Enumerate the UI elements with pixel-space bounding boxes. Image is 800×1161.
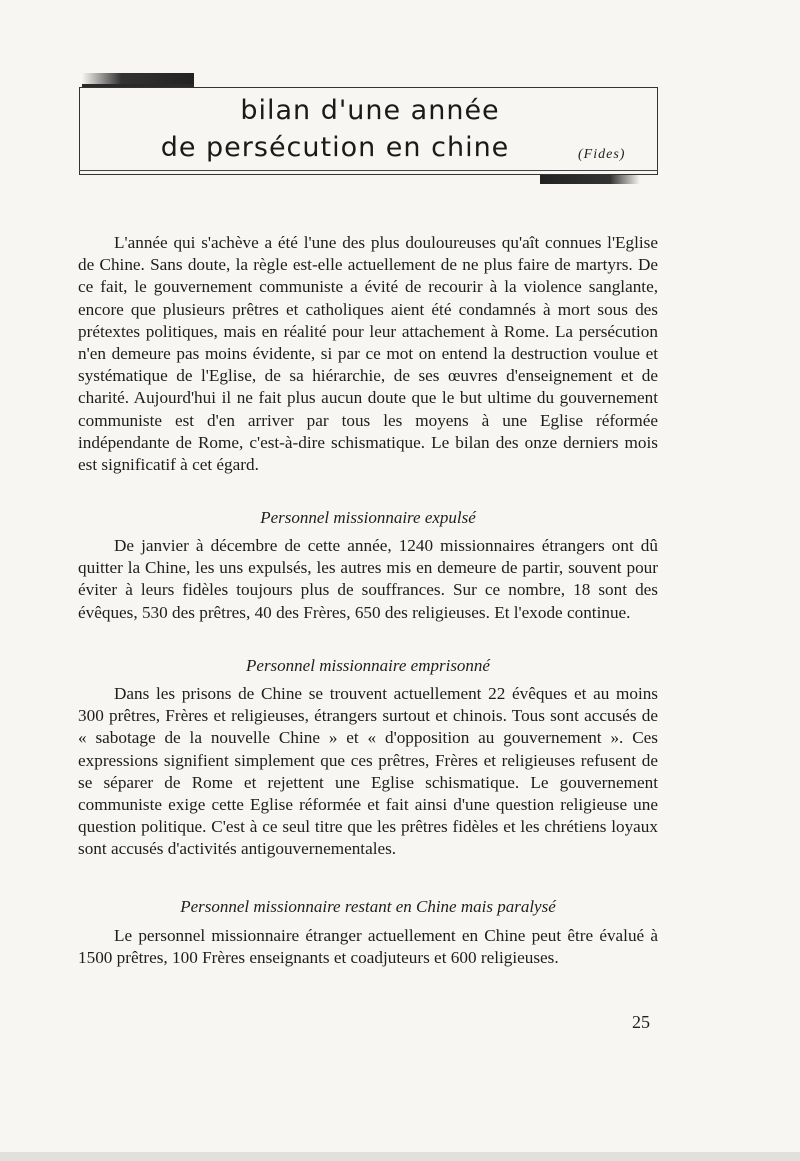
title-frame-underline	[79, 170, 658, 171]
section-heading-expelled: Personnel missionnaire expulsé	[260, 508, 476, 527]
paragraph-imprisoned: Dans les prisons de Chine se trouvent actuellement 22 évêques et au moins 300 prêtres, Frères et religieuses, étrangers surtout et chinois. Tous sont accusés de « sabotage de la nouvelle Chine » et « d'opposition au gouvernement ». Ces expressions signifient simplement que ces prêtres, Frères et religieuses refusent de se séparer de Rome et rejettent une Eglise schismatique. Le gouvernement communiste exige cette Eglise réformée et fait ainsi d'une question religieuse une question politique. C'est à ce seul titre que les prêtres fidèles et les chrétiens loyaux sont accusés d'activités antigouvernementales.	[78, 684, 658, 859]
paragraph-intro: L'année qui s'achève a été l'une des plus douloureuses qu'aît connues l'Eglise de Chine. Sans doute, la règle est-elle actuellement de ne plus faire de martyrs. De ce fait, le gouvernement communiste a évité de recourir à la violence sanglante, encore que plusieurs prêtres et catholiques aient été condamnés à mort sous des prétextes politiques, mais en réalité pour leur attachement à Rome. La persécution n'en demeure pas moins évidente, si par ce mot on entend la destruction voulue et systématique de l'Eglise, de sa hiérarchie, de ses œuvres d'enseignement et de charité. Aujourd'hui il ne fait plus aucun doute que le but ultime du gouvernement communiste est d'en arriver par tous les moyens à une Eglise réformée indépendante de Rome, c'est-à-dire schismatique. Le bilan des onze derniers mois est significatif à cet égard.	[78, 233, 658, 475]
article-title-line-1: bilan d'une année	[240, 95, 500, 126]
article-title-line-2: de persécution en chine	[160, 132, 510, 163]
page-bottom-edge	[0, 1152, 800, 1161]
decorative-bar-top	[82, 73, 194, 84]
article-source: (Fides)	[578, 147, 626, 162]
section-heading-remaining: Personnel missionnaire restant en Chine mais paralysé	[180, 897, 556, 916]
paragraph-remaining: Le personnel missionnaire étranger actuellement en Chine peut être évalué à 1500 prêtres, 100 Frères enseignants et coadjuteurs et 600 religieuses.	[78, 926, 658, 968]
paragraph-expelled: De janvier à décembre de cette année, 1240 missionnaires étrangers ont dû quitter la Chine, les uns expulsés, les autres mis en demeure de partir, souvent pour éviter à leurs fidèles toujours plus de souffrances. Sur ce nombre, 18 sont des évêques, 530 des prêtres, 40 des Frères, 650 des religieuses. Et l'exode continue.	[78, 536, 658, 622]
decorative-bar-bottom	[540, 175, 640, 184]
page-number: 25	[632, 1012, 650, 1032]
section-heading-imprisoned: Personnel missionnaire emprisonné	[246, 656, 490, 675]
